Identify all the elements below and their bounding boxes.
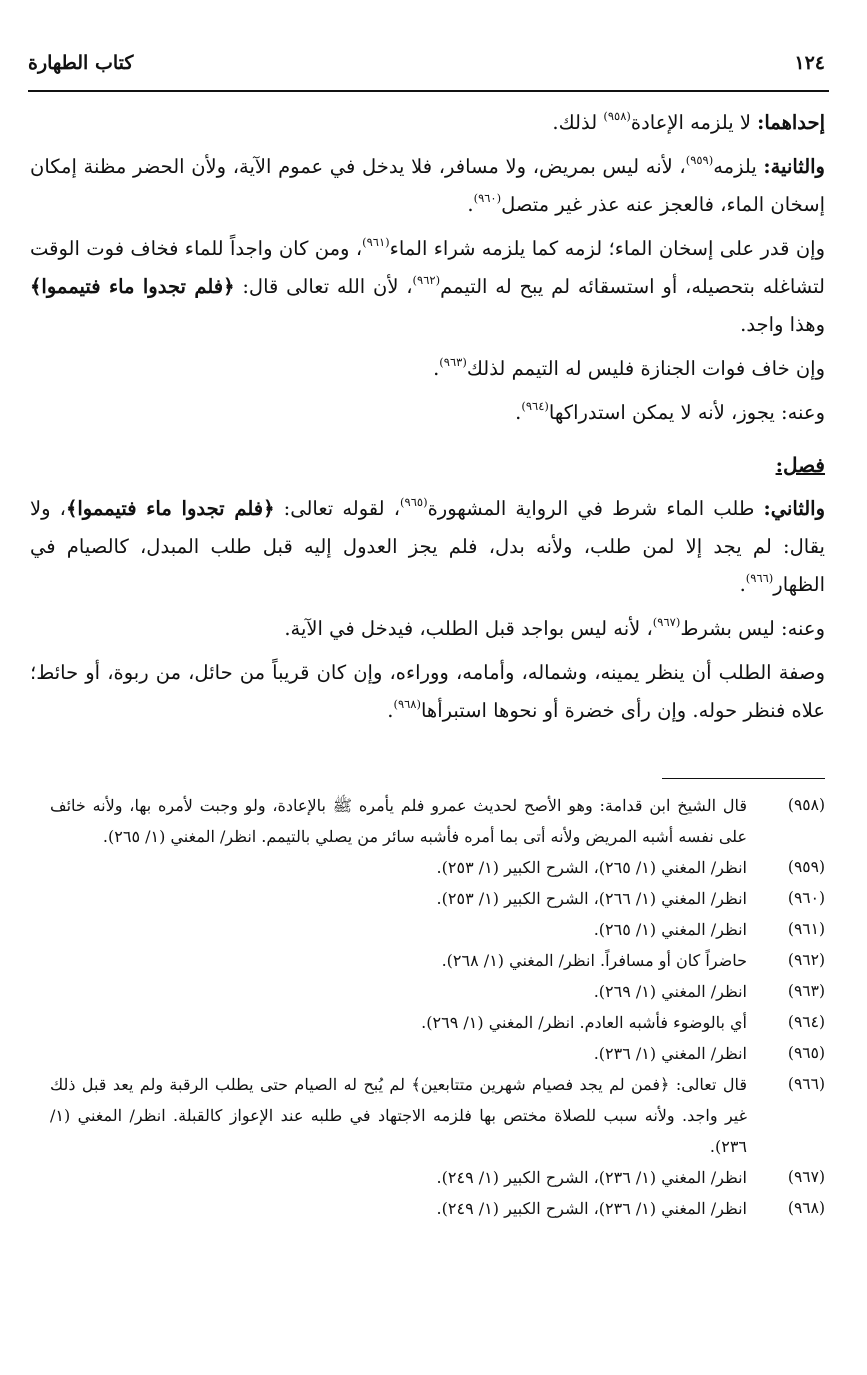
footnote-ref[interactable]: (٩٦٨) <box>393 696 421 711</box>
footnote <box>50 1007 825 1038</box>
footnote-ref[interactable]: (٩٦٤) <box>521 398 549 413</box>
footnote-ref[interactable]: (٩٥٨) <box>603 108 631 123</box>
footnote-number: (٩٦٣) <box>787 982 825 1000</box>
paragraph-8 <box>30 654 825 730</box>
footnotes-separator <box>662 778 825 779</box>
paragraph-text: ، لأنه ليس بواجد قبل الطلب، فيدخل في الآية. <box>284 617 653 640</box>
paragraph-text: ، لأن الله تعالى قال: <box>234 275 413 298</box>
paragraph-text: . <box>467 193 474 216</box>
footnote <box>50 1069 825 1162</box>
footnote-text: انظر/ المغني (١/ ٢٦٥). <box>593 920 747 939</box>
paragraph-text: يلزمه <box>713 155 764 178</box>
footnote-number: (٩٥٨) <box>787 796 825 814</box>
paragraph-text: ، لأنه ليس بمريض، ولا مسافر، فلا يدخل في عموم الآية، ولأن الحضر مظنة إمكان إسخان الماء، فالعجز عنه عذر غير متصل <box>30 155 825 216</box>
paragraph-2 <box>30 148 825 224</box>
footnote-number: (٩٦٧) <box>787 1168 825 1186</box>
page-number: ١٢٤ <box>794 52 825 74</box>
footnote-number: (٩٦٤) <box>787 1013 825 1031</box>
footnote-ref[interactable]: (٩٦٠) <box>473 190 502 205</box>
paragraph-lead: والثانية: <box>763 155 825 178</box>
book-title: كتاب الطهارة <box>28 52 134 74</box>
paragraph-text: وإن قدر على إسخان الماء؛ لزمه كما يلزمه شراء الماء <box>389 237 825 260</box>
main-text <box>30 104 825 736</box>
footnote-number: (٩٦٨) <box>787 1199 825 1217</box>
paragraph-text: وإن خاف فوات الجنازة فليس له التيمم لذلك <box>466 357 825 380</box>
footnote-number: (٩٥٩) <box>787 858 825 876</box>
footnote-text: انظر/ المغني (١/ ٢٣٦)، الشرح الكبير (١/ ٢٤٩). <box>436 1199 747 1218</box>
footnote <box>50 1162 825 1193</box>
paragraph-6 <box>30 490 825 604</box>
footnote <box>50 914 825 945</box>
paragraph-text: . <box>387 699 394 722</box>
quranic-verse: ﴿فلم تجدوا ماء فتيمموا﴾ <box>65 497 275 520</box>
paragraph-text: ، ومن كان واجداً للماء فخاف فوت الوقت لتشاغله بتحصيله، أو استسقائه لم يبح له التيمم <box>30 237 826 298</box>
paragraph-5 <box>30 394 825 432</box>
paragraph-text: ، لقوله تعالى: <box>274 497 401 520</box>
footnote <box>50 852 825 883</box>
paragraph-lead: إحداهما: <box>757 111 825 134</box>
footnote-ref[interactable]: (٩٦٥) <box>400 494 428 509</box>
paragraph-text: لا يلزمه الإعادة <box>630 111 758 134</box>
footnote <box>50 976 825 1007</box>
paragraph-text: طلب الماء شرط في الرواية المشهورة <box>427 497 764 520</box>
running-header <box>28 42 825 74</box>
paragraph-1 <box>30 104 825 142</box>
footnote-ref[interactable]: (٩٦٦) <box>745 570 774 585</box>
footnotes <box>50 790 825 1224</box>
footnote <box>50 1193 825 1224</box>
header-rule <box>28 90 829 92</box>
paragraph-text: وهذا واجد. <box>740 313 825 336</box>
footnote-number: (٩٦١) <box>787 920 825 938</box>
footnote-ref[interactable]: (٩٦٢) <box>412 272 441 287</box>
paragraph-text: وصفة الطلب أن ينظر يمينه، وشماله، وأمامه، ووراءه، وإن كان قريباً من حائل، من ربوة، أو حائط؛ علاه فنظر حوله. وإن رأى خضرة أو نحوها استبرأها <box>30 661 825 722</box>
footnote-text: حاضراً كان أو مسافراً. انظر/ المغني (١/ ٢٦٨). <box>441 951 747 970</box>
footnote <box>50 945 825 976</box>
paragraph-text: وعنه: ليس بشرط <box>680 617 825 640</box>
paragraph-text: . <box>515 401 522 424</box>
footnote-text: انظر/ المغني (١/ ٢٦٩). <box>593 982 747 1001</box>
footnote-number: (٩٦٥) <box>787 1044 825 1062</box>
paragraph-4 <box>30 350 825 388</box>
footnote-number: (٩٦٢) <box>787 951 825 969</box>
paragraph-lead: والثاني: <box>763 497 825 520</box>
paragraph-text: لذلك. <box>552 111 604 134</box>
footnote-text: انظر/ المغني (١/ ٢٦٦)، الشرح الكبير (١/ ٢٥٣). <box>436 889 747 908</box>
section-heading: فصل: <box>775 453 825 477</box>
paragraph-text: وعنه: يجوز، لأنه لا يمكن استدراكها <box>548 401 825 424</box>
footnote <box>50 790 825 852</box>
footnote-text: أي بالوضوء فأشبه العادم. انظر/ المغني (١/ ٢٦٩). <box>421 1013 747 1032</box>
footnote-number: (٩٦٦) <box>787 1075 825 1093</box>
paragraph-7 <box>30 610 825 648</box>
paragraph-text: ، ولا يقال: لم يجد إلا لمن طلب، ولأنه بدل، فلم يجز العدول إليه قبل طلب المبدل، كالصيام في الظهار <box>30 497 825 596</box>
quranic-verse: ﴿فلم تجدوا ماء فتيمموا﴾ <box>30 275 235 298</box>
footnote-ref[interactable]: (٩٦٣) <box>439 354 467 369</box>
footnote-text: قال الشيخ ابن قدامة: وهو الأصح لحديث عمرو فلم يأمره ﷺ بالإعادة، ولو وجبت لأمره بها، ولأنه خائف على نفسه أشبه المريض ولأنه أتى بما أمره فأشبه سائر من يصلي بالتيمم. انظر/ المغني (١/ ٢٦٥). <box>50 796 747 846</box>
paragraph-3 <box>30 230 825 344</box>
footnote-ref[interactable]: (٩٦٧) <box>652 614 681 629</box>
footnote-text: انظر/ المغني (١/ ٢٣٦). <box>593 1044 747 1063</box>
footnote-number: (٩٦٠) <box>787 889 825 907</box>
footnote-ref[interactable]: (٩٥٩) <box>685 152 714 167</box>
footnote <box>50 1038 825 1069</box>
paragraph-text: . <box>739 573 746 596</box>
footnote <box>50 883 825 914</box>
footnote-ref[interactable]: (٩٦١) <box>362 234 390 249</box>
footnote-text: انظر/ المغني (١/ ٢٦٥)، الشرح الكبير (١/ ٢٥٣). <box>436 858 747 877</box>
footnote-text: انظر/ المغني (١/ ٢٣٦)، الشرح الكبير (١/ ٢٤٩). <box>436 1168 747 1187</box>
paragraph-text: . <box>433 357 440 380</box>
footnote-text: قال تعالى: ﴿فمن لم يجد فصيام شهرين متتابعين﴾ لم يُبح له الصيام حتى يطلب الرقبة ولم يعد قبل ذلك غير واجد. ولأنه سبب للصلاة مختص بها فلزمه الاجتهاد في طلبه عند الإعواز كالقبلة. انظر/ المغني (١/ ٢٣٦). <box>50 1075 747 1156</box>
